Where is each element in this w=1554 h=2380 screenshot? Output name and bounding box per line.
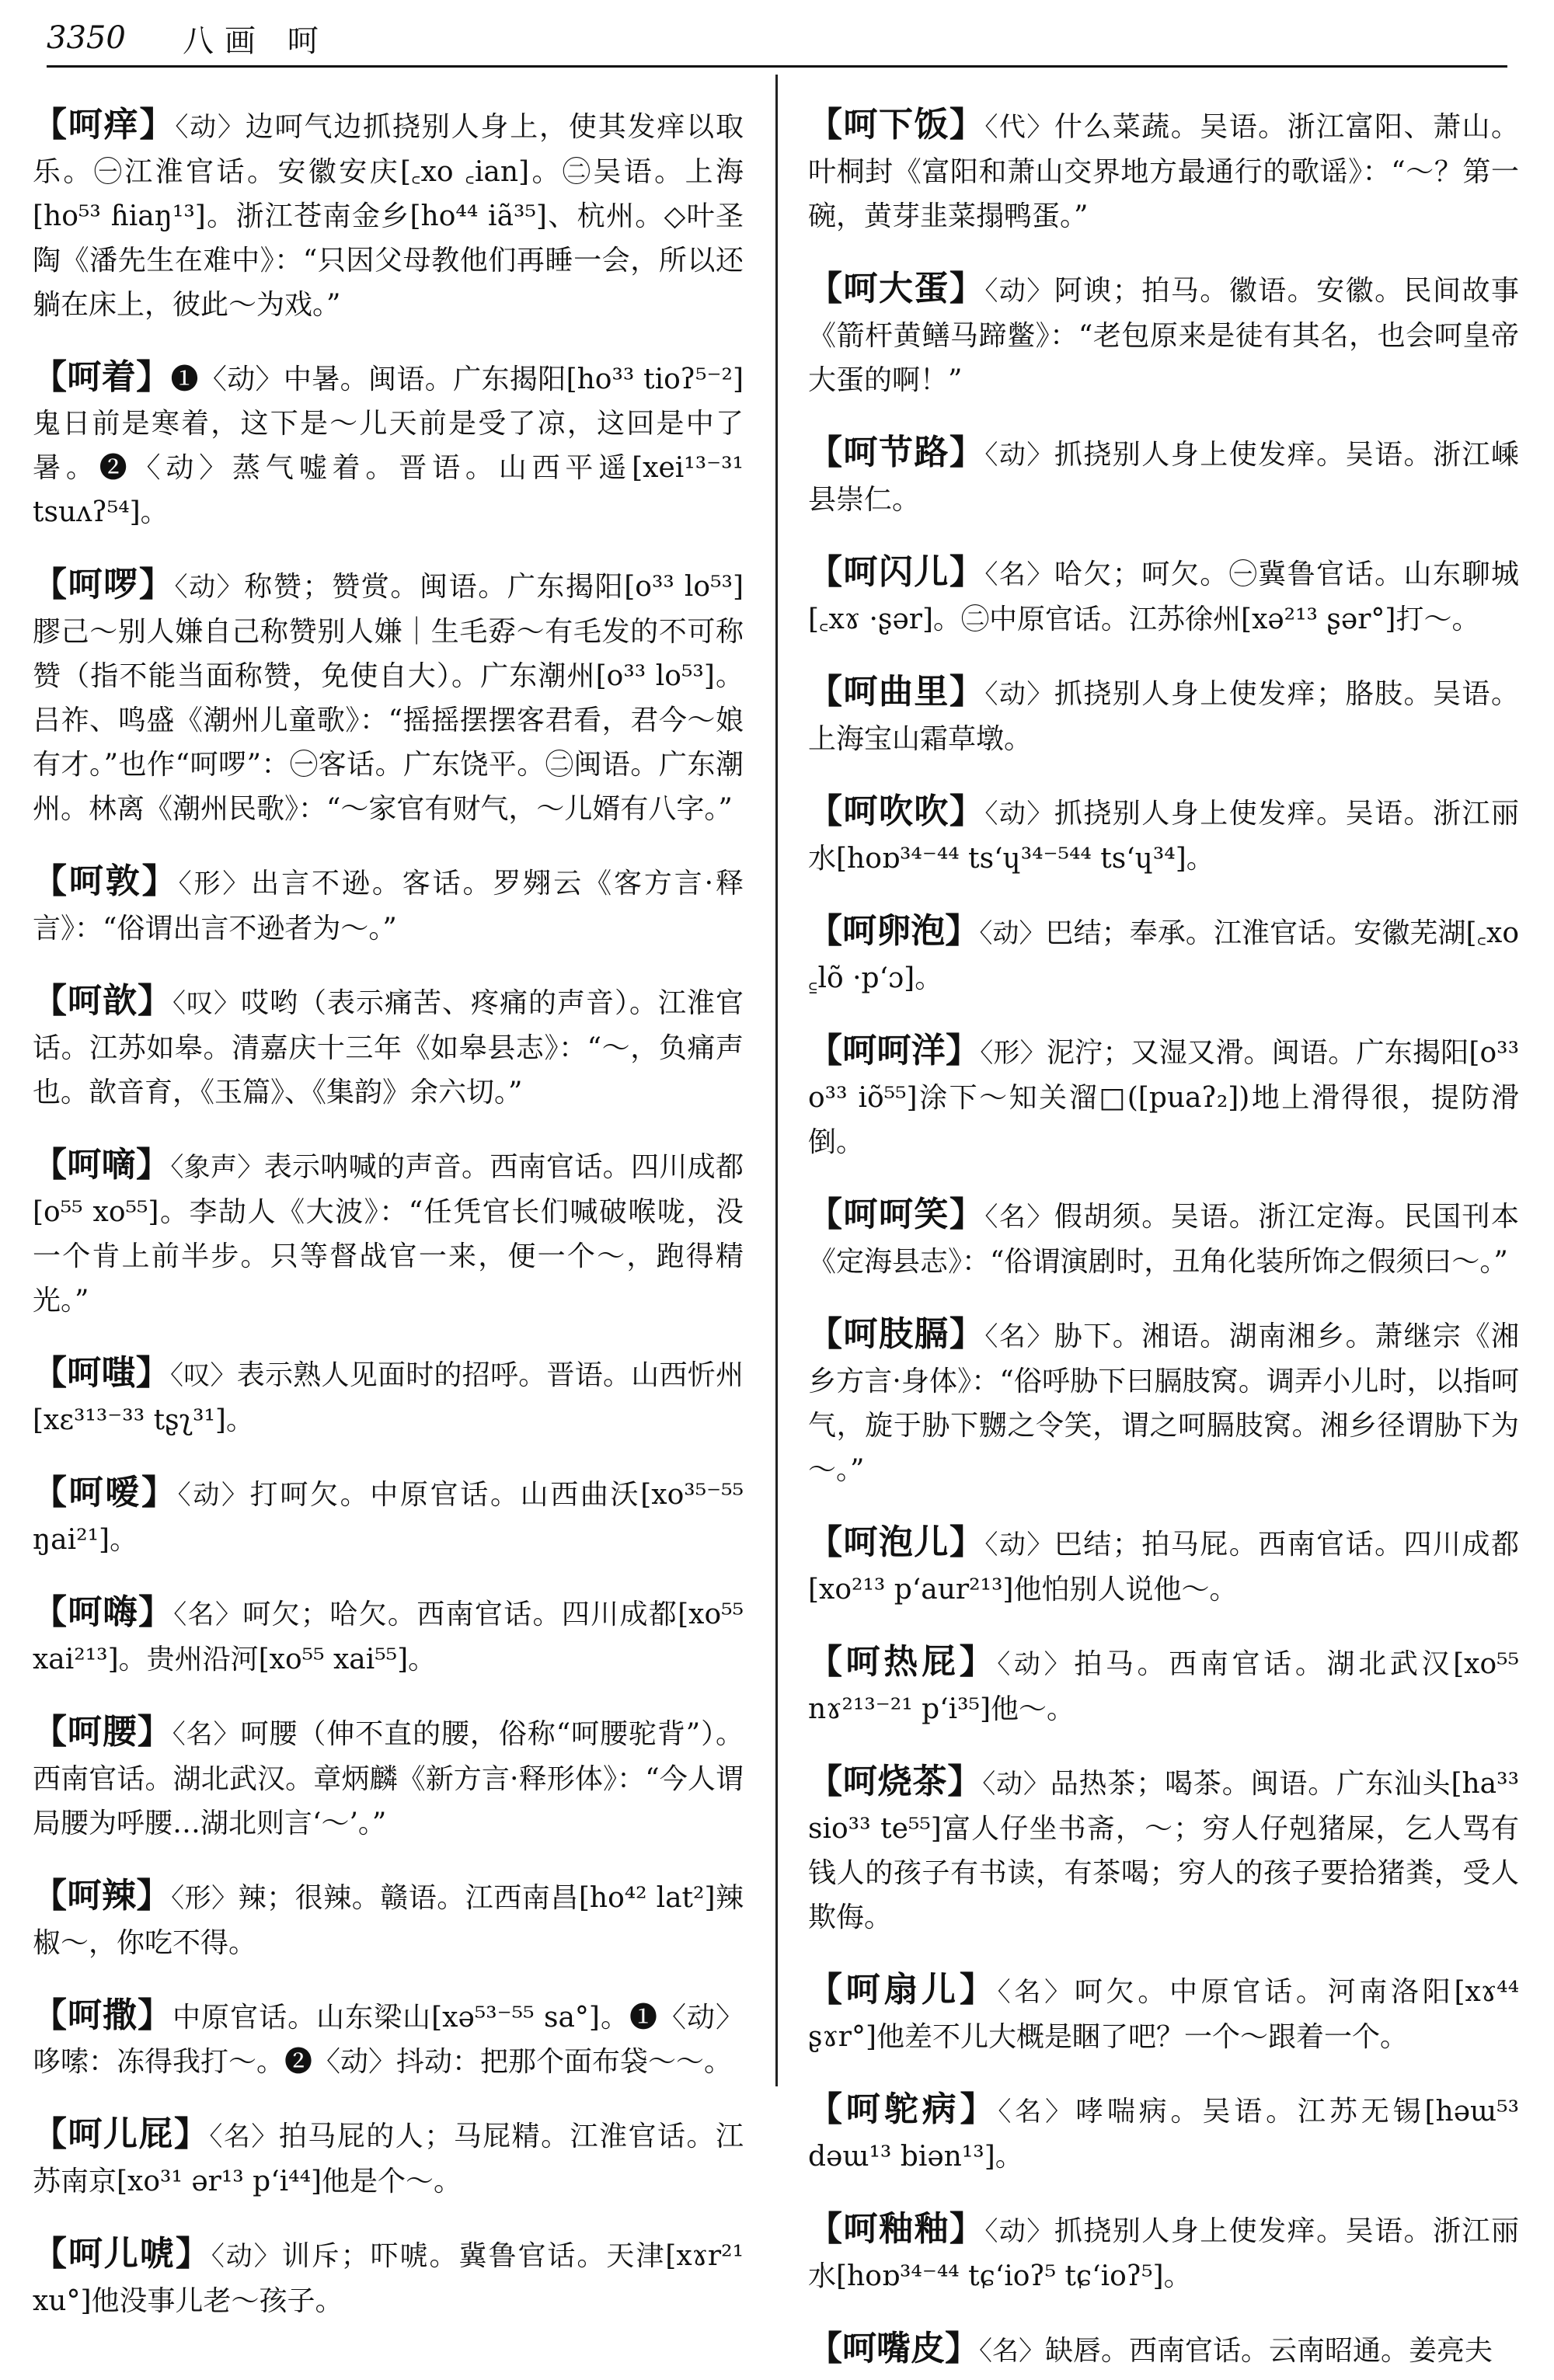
entry-headword: 【呵热屁】 — [808, 1642, 998, 1682]
dictionary-entry — [33, 1470, 744, 1562]
entry-definition: 拍马。西南官话。湖北武汉[xo⁵⁵ nɤ²¹³⁻²¹ p‘i³⁵]他～。 — [808, 1648, 1520, 1725]
entry-headword: 【呵吹吹】 — [808, 792, 985, 831]
entry-definition: 打呵欠。中原官话。山西曲沃[xo³⁵⁻⁵⁵ ŋai²¹]。 — [33, 1479, 744, 1556]
entry-part-of-speech: 〈动〉 — [997, 1649, 1075, 1680]
entry-definition: 假胡须。吴语。浙江定海。民国刊本《定海县志》：“俗谓演剧时，丑角化装所饰之假须曰～。” — [808, 1201, 1519, 1278]
entry-headword: 【呵泡儿】 — [808, 1522, 985, 1562]
entry-definition: 拍马屁的人；马屁精。江淮官话。江苏南京[xo³¹ ər¹³ p‘i⁴⁴]他是个～。 — [33, 2121, 744, 2197]
dictionary-entry — [33, 859, 744, 951]
dictionary-entry — [33, 1143, 744, 1323]
entry-headword: 【呵儿屁】 — [33, 2114, 210, 2154]
entry-definition: 抓挠别人身上使发痒。吴语。浙江丽水[hoɒ³⁴⁻⁴⁴ tɕ‘ioʔ⁵ tɕ‘ioʔ⁵]。 — [808, 2215, 1519, 2292]
entry-headword: 【呵儿唬】 — [33, 2234, 211, 2274]
dictionary-entry — [808, 2207, 1519, 2298]
entry-part-of-speech: 〈动〉 — [984, 2216, 1054, 2247]
page-number: 3350 — [47, 20, 126, 56]
entry-headword: 【呵嗤】 — [33, 1353, 170, 1393]
entry-part-of-speech: 〈动〉 — [175, 112, 246, 143]
entry-headword: 【呵嘴皮】 — [808, 2329, 979, 2368]
left-column — [33, 75, 744, 2330]
entry-part-of-speech: 〈动〉 — [984, 440, 1054, 471]
entry-definition: 胁下。湘语。湖南湘乡。萧继宗《湘乡方言·身体》：“俗呼胁下曰膈肢窝。调弄小儿时，以指呵气，旋于胁下嬲之令笑，谓之呵膈肢窝。湘乡径谓胁下为～。” — [808, 1320, 1519, 1486]
entry-definition: 训斥；吓唬。冀鲁官话。天津[xɤr²¹ xu°]他没事儿老～孩子。 — [33, 2240, 744, 2317]
entry-headword: 【呵腰】 — [33, 1712, 172, 1752]
dictionary-entry — [808, 2326, 1519, 2374]
dictionary-entry — [33, 979, 744, 1115]
entry-headword: 【呵烧茶】 — [808, 1762, 983, 1801]
entry-headword: 【呵嗳】 — [33, 1473, 178, 1512]
entry-definition: 抓挠别人身上使发痒。吴语。浙江嵊县崇仁。 — [808, 439, 1519, 516]
entry-part-of-speech: 〈象声〉 — [170, 1152, 264, 1183]
entry-headword: 【呵辣】 — [33, 1876, 172, 1915]
entry-headword: 【呵闪儿】 — [808, 552, 985, 592]
entry-headword: 【呵歆】 — [33, 981, 172, 1021]
entry-part-of-speech: 〈代〉 — [984, 112, 1054, 143]
entry-headword: 【呵撒】 — [33, 1996, 173, 2035]
entry-definition: 哎哟（表示痛苦、疼痛的声音）。江淮官话。江苏如皋。清嘉庆十三年《如皋县志》：“～，负痛声也。歆音育，《玉篇》、《集韵》余六切。” — [33, 987, 744, 1108]
entry-part-of-speech: 〈名〉 — [984, 1321, 1054, 1352]
entry-part-of-speech: 〈形〉 — [980, 1038, 1047, 1069]
entry-definition: 呵腰（伸不直的腰，俗称“呵腰驼背”）。西南官话。湖北武汉。章炳麟《新方言·释形体》：“今人谓局腰为呼腰…湖北则言‘～’。” — [33, 1718, 744, 1839]
entry-part-of-speech: 〈名〉 — [172, 1719, 241, 1750]
entry-part-of-speech: 〈名〉 — [984, 559, 1054, 590]
dictionary-entry — [808, 1640, 1519, 1731]
dictionary-entry — [808, 1312, 1519, 1492]
entry-part-of-speech: 〈名〉 — [173, 1599, 243, 1630]
dictionary-entry — [33, 1874, 744, 1965]
entry-part-of-speech: 〈动〉 — [982, 1769, 1051, 1800]
dictionary-entry — [808, 430, 1519, 522]
dictionary-entry — [808, 2087, 1519, 2179]
entry-part-of-speech: 〈动〉 — [984, 679, 1054, 710]
dictionary-entry — [808, 550, 1519, 642]
entry-definition: 称赞；赞赏。闽语。广东揭阳[o³³ lo⁵³]膠己～别人嫌自己称赞别人嫌｜生毛孬～有毛发的不可称赞（指不能当面称赞，免使自大）。广东潮州[o³³ lo⁵³]。吕祚、鸣盛《潮州儿童歌》：“摇摇摆摆客君看，君今～娘有才。”也作“呵啰”：㊀客话。广东饶平。㊁闽语。广东潮州。林离《潮州民歌》：“～家官有财气，～儿婿有八字。” — [33, 571, 744, 825]
entry-definition: 阿谀；拍马。徽语。安徽。民间故事《箭杆黄鳝马蹄鳖》：“老包原来是徒有其名，也会呵皇帝大蛋的啊！” — [808, 275, 1519, 396]
dictionary-entry — [808, 103, 1519, 238]
dictionary-entry — [33, 562, 744, 831]
entry-part-of-speech: 〈名〉 — [209, 2121, 279, 2152]
entry-headword: 【呵嘀】 — [33, 1145, 171, 1185]
entry-definition: 中原官话。山东梁山[xə⁵³⁻⁵⁵ sa°]。❶〈动〉哆嗦：冻得我打～。❷〈动〉抖动：把那个面布袋～～。 — [33, 2002, 744, 2078]
entry-definition: 表示呐喊的声音。西南官话。四川成都[o⁵⁵ xo⁵⁵]。李劼人《大波》：“任凭官长们喊破喉咙，没一个肯上前半步。只等督战官一来，便一个～，跑得精光。” — [33, 1151, 744, 1317]
entry-part-of-speech: 〈动〉 — [984, 799, 1054, 830]
entry-part-of-speech: 〈名〉 — [998, 2096, 1075, 2128]
entry-part-of-speech: 〈动〉 — [984, 1529, 1054, 1561]
dictionary-entry — [808, 789, 1519, 881]
entry-part-of-speech: 〈动〉 — [211, 2241, 282, 2272]
entry-headword: 【呵鸵病】 — [808, 2089, 998, 2129]
entry-definition: 什么菜蔬。吴语。浙江富阳、萧山。叶桐封《富阳和萧山交界地方最通行的歌谣》：“～？第一碗，黄芽韭菜搨鸭蛋。” — [808, 111, 1519, 232]
dictionary-entry — [808, 1968, 1519, 2059]
entry-definition: 哮喘病。吴语。江苏无锡[həɯ⁵³ dəɯ¹³ biən¹³]。 — [808, 2096, 1520, 2173]
entry-definition: 抓挠别人身上使发痒；胳肢。吴语。上海宝山霜草墩。 — [808, 678, 1519, 755]
entry-headword: 【呵扇儿】 — [808, 1970, 998, 2009]
entry-headword: 【呵节路】 — [808, 433, 985, 472]
entry-headword: 【呵卵泡】 — [808, 911, 980, 951]
entry-definition: 泥泞；又湿又滑。闽语。广东揭阳[o³³ o³³ iõ⁵⁵]涂下～知关溜□([puaʔ₂])地上滑得很，提防滑倒。 — [808, 1037, 1520, 1158]
dictionary-entry — [808, 670, 1519, 761]
header-rule — [47, 65, 1507, 68]
column-divider — [775, 75, 778, 2086]
section-title: 八画 呵 — [183, 23, 329, 59]
entry-part-of-speech: 〈动〉 — [979, 918, 1046, 949]
entry-headword: 【呵着】 — [33, 357, 171, 397]
entry-definition: 巴结；奉承。江淮官话。安徽芜湖[꜀xo ꜁lõ ·p‘ɔ]。 — [808, 917, 1520, 994]
dictionary-entry — [808, 1028, 1519, 1164]
entry-headword: 【呵大蛋】 — [808, 269, 985, 308]
dictionary-entry — [808, 1520, 1519, 1612]
entry-headword: 【呵敦】 — [33, 861, 179, 901]
dictionary-entry — [33, 1993, 744, 2084]
entry-part-of-speech: 〈叹〉 — [172, 988, 241, 1019]
dictionary-entry — [808, 1759, 1519, 1940]
dictionary-entry — [808, 1192, 1519, 1284]
entry-definition: 表示熟人见面时的招呼。晋语。山西忻州[xɛ³¹³⁻³³ tʂʅ³¹]。 — [33, 1359, 744, 1436]
entry-part-of-speech: 〈名〉 — [997, 1977, 1075, 2008]
page-header — [47, 11, 329, 65]
entry-part-of-speech: 〈名〉 — [979, 2336, 1045, 2367]
entry-headword: 【呵痒】 — [33, 105, 176, 144]
entry-definition: 辣；很辣。赣语。江西南昌[ho⁴² lat²]辣椒～，你吃不得。 — [33, 1882, 744, 1959]
dictionary-entry — [33, 2112, 744, 2204]
right-column — [808, 75, 1519, 2380]
dictionary-entry — [33, 2232, 744, 2323]
entry-definition: 呵欠；哈欠。西南官话。四川成都[xo⁵⁵ xai²¹³]。贵州沿河[xo⁵⁵ xai⁵⁵]。 — [33, 1599, 744, 1675]
entry-headword: 【呵曲里】 — [808, 672, 985, 712]
entry-headword: 【呵下饭】 — [808, 105, 985, 144]
entry-headword: 【呵肢膈】 — [808, 1314, 985, 1354]
entry-definition: 呵欠。中原官话。河南洛阳[xɤ⁴⁴ ʂɤr°]他差不儿大概是睏了吧？一个～跟着一个。 — [808, 1976, 1520, 2053]
entry-part-of-speech: 〈动〉 — [174, 572, 245, 603]
entry-headword: 【呵啰】 — [33, 565, 175, 604]
entry-definition: 品热茶；喝茶。闽语。广东汕头[ha³³ sio³³ te⁵⁵]富人仔坐书斋，～；穷人仔剋猪屎，乞人骂有钱人的孩子有书读，有茶喝；穷人的孩子要拾猪粪，受人欺侮。 — [808, 1768, 1520, 1933]
dictionary-entry — [33, 355, 744, 534]
entry-headword: 【呵釉釉】 — [808, 2209, 985, 2249]
entry-definition: ❶〈动〉中暑。闽语。广东揭阳[ho³³ tioʔ⁵⁻²]鬼日前是寒着，这下是～儿天前是受了凉，这回是中了暑。❷〈动〉蒸气嘘着。晋语。山西平遥[xei¹³⁻³¹ tsuʌʔ⁵⁴]。 — [33, 364, 744, 528]
entry-part-of-speech: 〈动〉 — [177, 1480, 250, 1511]
entry-definition: 边呵气边抓挠别人身上，使其发痒以取乐。㊀江淮官话。安徽安庆[꜀xo ꜀ian]。㊁吴语。上海[ho⁵³ ɦiaŋ¹³]。浙江苍南金乡[ho⁴⁴ iã³⁵]、杭州。◇叶圣陶《潘先生在难中》：“只因父母教他们再睡一会，所以还躺在床上，彼此～为戏。” — [33, 111, 744, 321]
entry-definition: 巴结；拍马屁。西南官话。四川成都[xo²¹³ p‘aur²¹³]他怕别人说他～。 — [808, 1529, 1519, 1606]
dictionary-entry — [33, 103, 744, 327]
entry-definition: 出言不逊。客话。罗翙云《客方言·释言》：“俗谓出言不逊者为～。” — [33, 868, 744, 945]
dictionary-entry — [808, 909, 1519, 1000]
entry-headword: 【呵嗨】 — [33, 1592, 174, 1632]
entry-definition: 哈欠；呵欠。㊀冀鲁官话。山东聊城[꜀xɤ ·ʂər]。㊁中原官话。江苏徐州[xə²¹³ ʂər°]打～。 — [808, 558, 1519, 635]
dictionary-entry — [33, 1590, 744, 1682]
dictionary-entry — [33, 1351, 744, 1442]
entry-headword: 【呵呵洋】 — [808, 1031, 981, 1070]
dictionary-entry — [808, 266, 1519, 402]
entry-part-of-speech: 〈形〉 — [178, 868, 252, 899]
entry-part-of-speech: 〈动〉 — [984, 276, 1054, 307]
entry-part-of-speech: 〈形〉 — [171, 1883, 239, 1914]
entry-headword: 【呵呵笑】 — [808, 1195, 985, 1234]
entry-part-of-speech: 〈名〉 — [984, 1202, 1054, 1233]
dictionary-entry — [33, 1710, 744, 1846]
entry-definition: 抓挠别人身上使发痒。吴语。浙江丽水[hoɒ³⁴⁻⁴⁴ ts‘ɥ³⁴⁻⁵⁴⁴ ts‘ɥ³⁴]。 — [808, 798, 1519, 875]
entry-definition: 缺唇。西南官话。云南昭通。姜亮夫 — [1045, 2335, 1493, 2367]
entry-part-of-speech: 〈叹〉 — [170, 1360, 237, 1391]
